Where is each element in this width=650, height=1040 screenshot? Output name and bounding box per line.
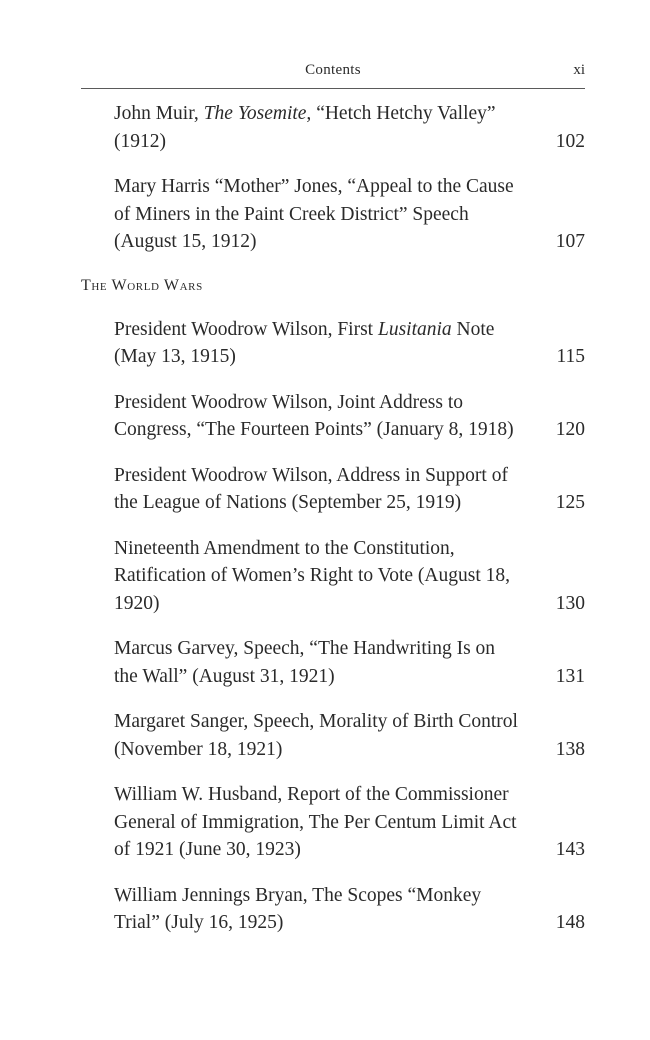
entry-text: “Hetch Hetchy Valley” (1912) <box>114 103 496 152</box>
entry-italic-title: The Yosemite, <box>203 103 312 124</box>
entry-text: William W. Husband, Report of the Commissioner General of Immigration, The Per Centum Limit Act of 1921 (June 30, 1923) <box>114 784 517 860</box>
toc-entry <box>81 635 585 690</box>
toc-entry <box>81 781 585 864</box>
entry-text: Note (May 13, 1915) <box>114 318 495 367</box>
entry-page-number: 148 <box>555 912 585 933</box>
entry-text: William Jennings Bryan, The Scopes “Monkey Trial” (July 16, 1925) <box>114 884 482 933</box>
toc-entry <box>81 173 585 256</box>
running-title: Contents <box>305 62 361 78</box>
toc-entry <box>81 708 585 763</box>
entry-text: Mary Harris “Mother” Jones, “Appeal to the Cause of Miners in the Paint Creek District” Speech (August 15, 1912) <box>114 176 514 252</box>
toc-entry <box>81 882 585 937</box>
entry-text: President Woodrow Wilson, Address in Support of the League of Nations (September 25, 1919) <box>114 464 508 513</box>
entry-text: President Woodrow Wilson, First <box>114 318 378 340</box>
entry-text: Nineteenth Amendment to the Constitution, Ratification of Women’s Right to Vote (August 18, 1920) <box>114 537 510 614</box>
table-of-contents <box>81 100 585 937</box>
entry-text: Margaret Sanger, Speech, Morality of Birth Control (November 18, 1921) <box>114 711 518 760</box>
section-heading: The World Wars <box>81 276 203 294</box>
entry-page-number: 138 <box>555 738 585 760</box>
entry-page-number: 115 <box>556 346 585 367</box>
page-number: xi <box>573 62 585 78</box>
entry-text: John Muir, <box>114 103 204 124</box>
entry-page-number: 102 <box>555 130 585 152</box>
entry-page-number: 131 <box>555 665 585 687</box>
entry-page-number: 130 <box>555 592 585 614</box>
toc-entry <box>81 535 585 618</box>
running-head <box>81 58 585 89</box>
entry-page-number: 125 <box>555 492 585 513</box>
entry-page-number: 120 <box>555 419 585 440</box>
entry-page-number: 107 <box>555 231 585 252</box>
entry-page-number: 143 <box>555 839 585 860</box>
entry-italic-title: Lusitania <box>377 318 452 340</box>
toc-entry <box>81 316 585 371</box>
toc-entry <box>81 389 585 444</box>
entry-text: President Woodrow Wilson, Joint Address to Congress, “The Fourteen Points” (January 8, 1918) <box>114 391 514 440</box>
toc-entry <box>81 100 585 155</box>
entry-text: Marcus Garvey, Speech, “The Handwriting Is on the Wall” (August 31, 1921) <box>114 638 496 687</box>
toc-entry <box>81 462 585 517</box>
